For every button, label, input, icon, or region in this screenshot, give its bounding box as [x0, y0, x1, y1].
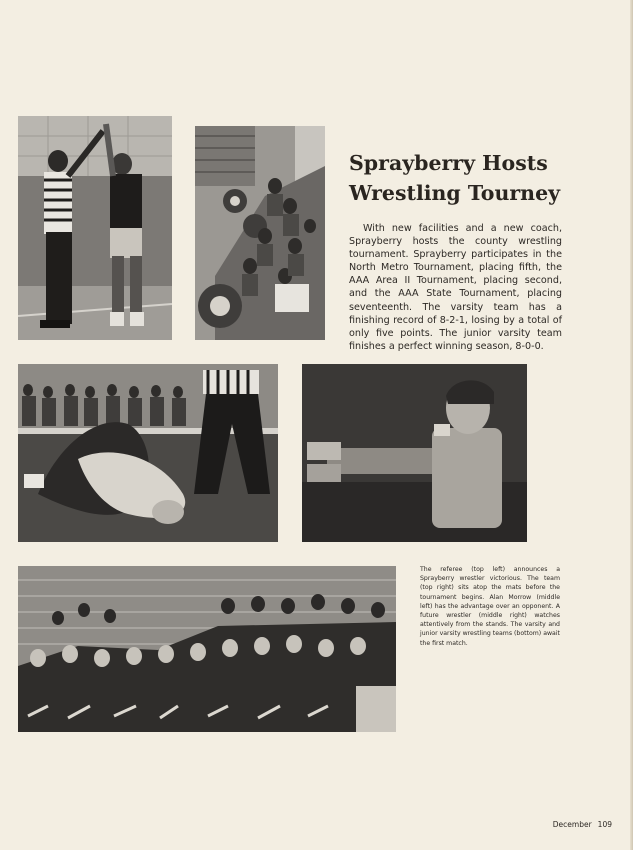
page-number: 109 [597, 820, 612, 829]
page-footer [520, 820, 612, 829]
photo-team-on-mats-top-right [195, 126, 325, 340]
photo-teams-bottom [18, 566, 396, 732]
photo-caption: The referee (top left) announces a Sprayberry wrestler victorious. The team (top right) sits atop the mats before the tournament begins. Alan Morrow (middle left) has the advantage over an opponent. A future wrestler (middle right) watches attentively from the stands. The varsity and junior varsity wrestling teams (bottom) await the first match. [420, 566, 560, 647]
article-title-line-1: Sprayberry Hosts [349, 151, 548, 175]
photo-referee-top-left [18, 116, 172, 340]
article-body: With new facilities and a new coach, Sprayberry hosts the county wrestling tournament. Sprayberry participates in the North Metro Tournament, placing fifth, the AAA Area II Tournament, placing second, and the AAA State Tournament, placing seventeenth. The varsity team has a finishing record of 8-2-1, losing by a total of only five points. The junior varsity team finishes a perfect winning season, 8-0-0. [349, 223, 562, 352]
article-title [349, 148, 589, 208]
article-title-line-2: Wrestling Tourney [349, 181, 561, 205]
photo-young-fan-middle-right [302, 364, 527, 542]
footer-section: December [552, 820, 592, 829]
photo-match-middle-left [18, 364, 278, 542]
